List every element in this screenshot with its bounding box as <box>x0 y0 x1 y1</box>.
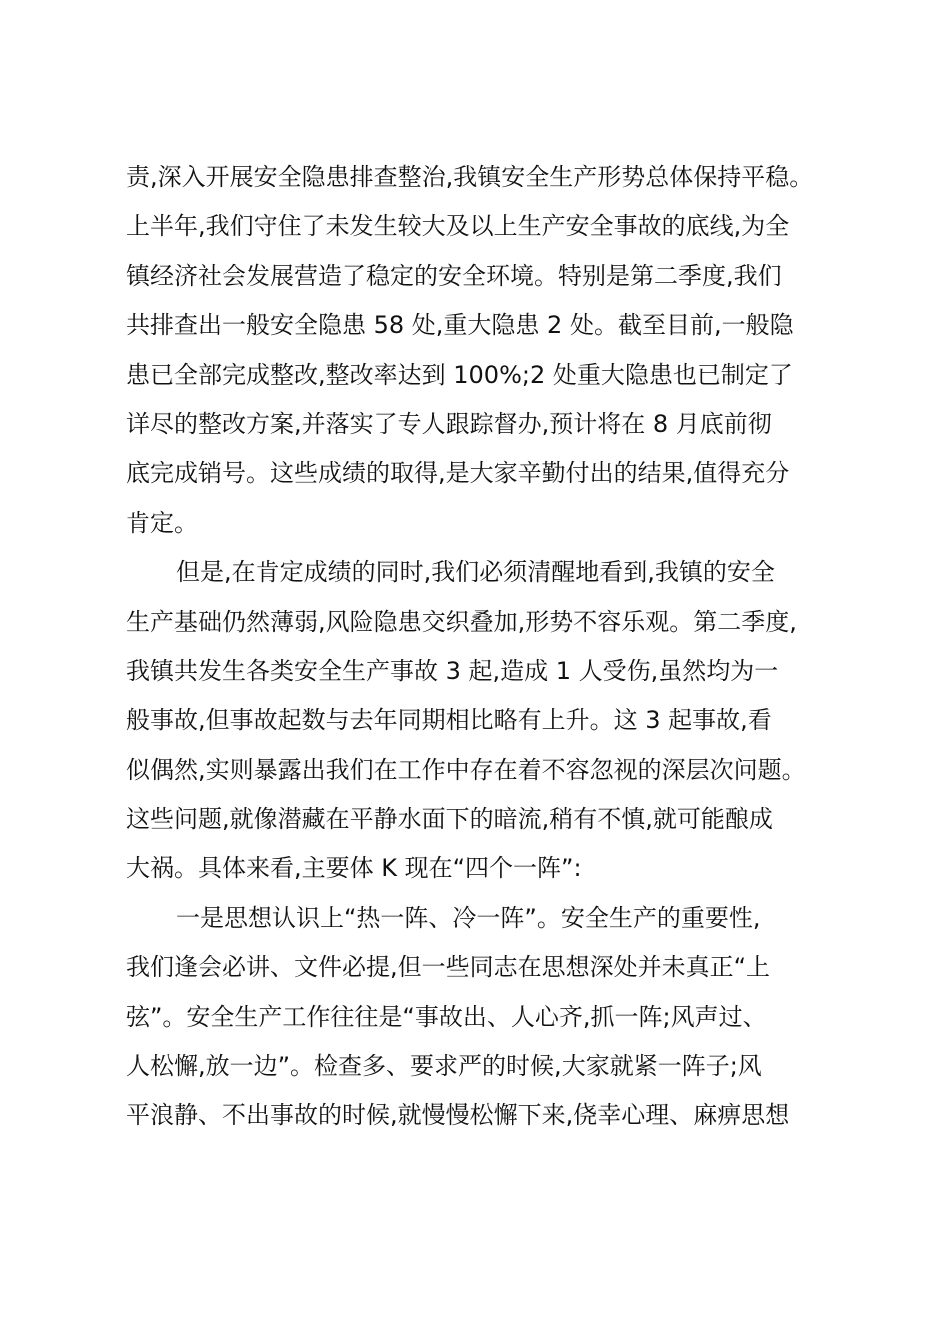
paragraph-3 <box>126 894 846 1141</box>
text-line-indented: 一是思想认识上“热一阵、冷一阵”。安全生产的重要性, <box>176 903 761 932</box>
text-line: 患已全部完成整改,整改率达到 100%;2 处重大隐患也已制定了 <box>126 360 793 389</box>
text-line: 弦”。安全生产工作往往是“事故出、人心齐,抓一阵;风声过、 <box>126 1002 767 1031</box>
text-line: 般事故,但事故起数与去年同期相比略有上升。这 3 起事故,看 <box>126 706 772 735</box>
text-line: 似偶然,实则暴露出我们在工作中存在着不容忽视的深层次问题。 <box>126 755 806 784</box>
text-line: 肯定。 <box>126 508 198 537</box>
text-line: 人松懈,放一边”。检查多、要求严的时候,大家就紧一阵子;风 <box>126 1052 762 1081</box>
text-line: 共排查出一般安全隐患 58 处,重大隐患 2 处。截至目前,一般隐 <box>126 311 794 340</box>
text-line: 上半年,我们守住了未发生较大及以上生产安全事故的底线,为全 <box>126 212 790 241</box>
text-line: 这些问题,就像潜藏在平静水面下的暗流,稍有不慎,就可能酿成 <box>126 805 773 834</box>
text-line-indented: 但是,在肯定成绩的同时,我们必须清醒地看到,我镇的安全 <box>176 558 775 587</box>
text-line: 我镇共发生各类安全生产事故 3 起,造成 1 人受伤,虽然均为一 <box>126 656 779 685</box>
text-line: 我们逢会必讲、文件必提,但一些同志在思想深处并未真正“上 <box>126 953 771 982</box>
text-line: 镇经济社会发展营造了稳定的安全环境。特别是第二季度,我们 <box>126 261 782 290</box>
text-line: 底完成销号。这些成绩的取得,是大家辛勤付出的结果,值得充分 <box>126 459 790 488</box>
text-line: 责,深入开展安全隐患排查整治,我镇安全生产形势总体保持平稳。 <box>126 163 814 191</box>
text-line: 详尽的整改方案,并落实了专人跟踪督办,预计将在 8 月底前彻 <box>126 409 772 438</box>
paragraph-2 <box>126 548 846 894</box>
text-line: 平浪静、不出事故的时候,就慢慢松懈下来,侥幸心理、麻痹思想 <box>126 1101 790 1130</box>
text-line: 生产基础仍然薄弱,风险隐患交织叠加,形势不容乐观。第二季度, <box>126 607 797 636</box>
paragraph-1 <box>126 153 846 548</box>
text-line: 大祸。具体来看,主要体 K 现在“四个一阵”: <box>126 854 582 883</box>
document-body <box>126 153 846 1141</box>
